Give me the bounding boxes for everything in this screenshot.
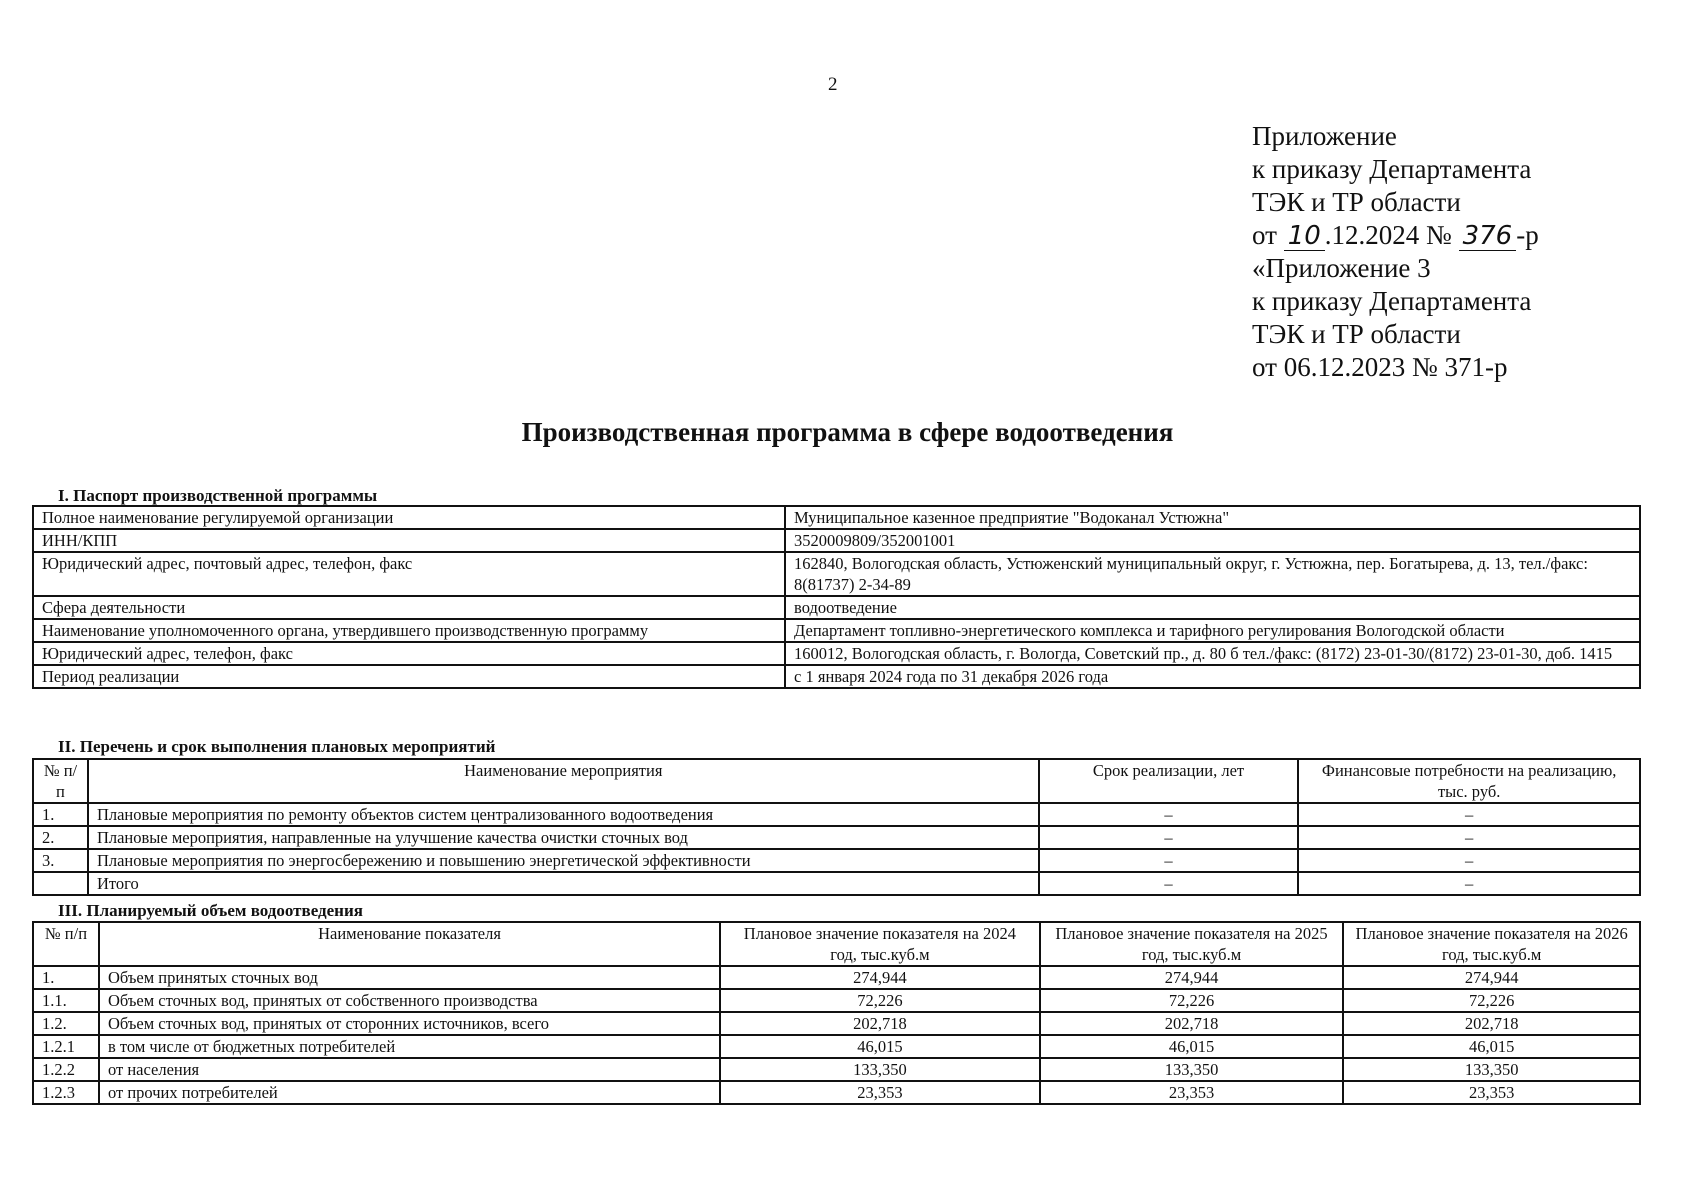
col-header-name: Наименование мероприятия	[88, 759, 1039, 803]
row-label: ИНН/КПП	[33, 529, 785, 552]
header-line: «Приложение 3	[1252, 253, 1431, 283]
table-row	[33, 849, 1640, 872]
date-prefix: от	[1252, 220, 1284, 250]
header-line: Приложение	[1252, 121, 1397, 151]
table-header-row	[33, 922, 1640, 966]
row-value: Департамент топливно-энергетического комплекса и тарифного регулирования Вологодской области	[785, 619, 1640, 642]
col-header-finance: Финансовые потребности на реализацию, тыс. руб.	[1298, 759, 1640, 803]
table-row	[33, 506, 1640, 529]
cell-2025: 72,226	[1040, 989, 1344, 1012]
cell-num: 3.	[33, 849, 88, 872]
cell-name: в том числе от бюджетных потребителей	[99, 1035, 720, 1058]
header-line: к приказу Департамента	[1252, 286, 1532, 316]
table-row	[33, 989, 1640, 1012]
cell-num: 1.2.1	[33, 1035, 99, 1058]
row-label: Юридический адрес, телефон, факс	[33, 642, 785, 665]
cell-finance: –	[1298, 826, 1640, 849]
table-row	[33, 596, 1640, 619]
page-number: 2	[828, 74, 838, 95]
cell-num: 1.1.	[33, 989, 99, 1012]
cell-name: Плановые мероприятия по энергосбережению и повышению энергетической эффективности	[88, 849, 1039, 872]
col-header-num: № п/п	[33, 922, 99, 966]
cell-name: Объем принятых сточных вод	[99, 966, 720, 989]
table-row	[33, 552, 1640, 596]
passport-table	[32, 505, 1641, 689]
row-value: с 1 января 2024 года по 31 декабря 2026 года	[785, 665, 1640, 688]
table-row	[33, 529, 1640, 552]
handwritten-number: 376	[1459, 222, 1517, 251]
cell-name: Итого	[88, 872, 1039, 895]
cell-term: –	[1039, 849, 1299, 872]
cell-name: от прочих потребителей	[99, 1081, 720, 1104]
cell-name: Плановые мероприятия, направленные на улучшение качества очистки сточных вод	[88, 826, 1039, 849]
cell-finance: –	[1298, 849, 1640, 872]
cell-2026: 46,015	[1343, 1035, 1640, 1058]
cell-term: –	[1039, 826, 1299, 849]
table-row	[33, 966, 1640, 989]
cell-2025: 274,944	[1040, 966, 1344, 989]
cell-2026: 133,350	[1343, 1058, 1640, 1081]
cell-num: 2.	[33, 826, 88, 849]
table-row	[33, 1035, 1640, 1058]
approval-header	[1252, 120, 1539, 384]
cell-2024: 72,226	[720, 989, 1040, 1012]
col-header-term: Срок реализации, лет	[1039, 759, 1299, 803]
row-label: Сфера деятельности	[33, 596, 785, 619]
row-value: 160012, Вологодская область, г. Вологда, Советский пр., д. 80 б тел./факс: (8172) 23-01-30/(8172) 23-01-30, доб. 1415	[785, 642, 1640, 665]
row-value: 162840, Вологодская область, Устюженский муниципальный округ, г. Устюжна, пер. Богатырева, д. 13, тел./факс: 8(81737) 2-34-89	[785, 552, 1640, 596]
date-middle: .12.2024 №	[1324, 220, 1459, 250]
table-row	[33, 642, 1640, 665]
col-header-2025: Плановое значение показателя на 2025 год, тыс.куб.м	[1040, 922, 1344, 966]
table-row	[33, 1081, 1640, 1104]
cell-num: 1.	[33, 966, 99, 989]
header-line: ТЭК и ТР области	[1252, 187, 1461, 217]
table-row	[33, 803, 1640, 826]
cell-term: –	[1039, 803, 1299, 826]
table-header-row	[33, 759, 1640, 803]
cell-2026: 23,353	[1343, 1081, 1640, 1104]
row-label: Полное наименование регулируемой организации	[33, 506, 785, 529]
col-header-2024: Плановое значение показателя на 2024 год, тыс.куб.м	[720, 922, 1040, 966]
cell-2025: 23,353	[1040, 1081, 1344, 1104]
col-header-2026: Плановое значение показателя на 2026 год, тыс.куб.м	[1343, 922, 1640, 966]
row-value: водоотведение	[785, 596, 1640, 619]
cell-2024: 46,015	[720, 1035, 1040, 1058]
table-row	[33, 826, 1640, 849]
cell-2025: 133,350	[1040, 1058, 1344, 1081]
cell-2024: 274,944	[720, 966, 1040, 989]
cell-num: 1.	[33, 803, 88, 826]
cell-num	[33, 872, 88, 895]
order-date-line	[1252, 219, 1539, 252]
col-header-num: № п/п	[33, 759, 88, 803]
cell-2026: 72,226	[1343, 989, 1640, 1012]
header-line: к приказу Департамента	[1252, 154, 1532, 184]
row-label: Период реализации	[33, 665, 785, 688]
col-header-name: Наименование показателя	[99, 922, 720, 966]
header-line: ТЭК и ТР области	[1252, 319, 1461, 349]
document-title: Производственная программа в сфере водоотведения	[521, 417, 1174, 447]
table-row	[33, 872, 1640, 895]
cell-term: –	[1039, 872, 1299, 895]
row-label: Наименование уполномоченного органа, утвердившего производственную программу	[33, 619, 785, 642]
cell-name: Объем сточных вод, принятых от сторонних источников, всего	[99, 1012, 720, 1035]
cell-num: 1.2.2	[33, 1058, 99, 1081]
section-1-title: I. Паспорт производственной программы	[58, 486, 378, 505]
cell-2026: 202,718	[1343, 1012, 1640, 1035]
section-2-title: II. Перечень и срок выполнения плановых мероприятий	[58, 737, 496, 756]
cell-2025: 202,718	[1040, 1012, 1344, 1035]
cell-2024: 23,353	[720, 1081, 1040, 1104]
cell-2024: 202,718	[720, 1012, 1040, 1035]
table-row	[33, 619, 1640, 642]
row-value: Муниципальное казенное предприятие "Водоканал Устюжна"	[785, 506, 1640, 529]
table-row	[33, 1058, 1640, 1081]
row-label: Юридический адрес, почтовый адрес, телефон, факс	[33, 552, 785, 596]
cell-2025: 46,015	[1040, 1035, 1344, 1058]
cell-2026: 274,944	[1343, 966, 1640, 989]
cell-num: 1.2.	[33, 1012, 99, 1035]
handwritten-day: 10	[1284, 222, 1325, 251]
table-row	[33, 1012, 1640, 1035]
volume-table	[32, 921, 1641, 1105]
cell-name: Объем сточных вод, принятых от собственного производства	[99, 989, 720, 1012]
date-suffix: -р	[1516, 220, 1539, 250]
cell-finance: –	[1298, 872, 1640, 895]
header-line: от 06.12.2023 № 371-р	[1252, 352, 1508, 382]
cell-name: от населения	[99, 1058, 720, 1081]
cell-2024: 133,350	[720, 1058, 1040, 1081]
measures-table	[32, 758, 1641, 896]
table-row	[33, 665, 1640, 688]
cell-num: 1.2.3	[33, 1081, 99, 1104]
section-3-title: III. Планируемый объем водоотведения	[58, 901, 363, 920]
cell-finance: –	[1298, 803, 1640, 826]
row-value: 3520009809/352001001	[785, 529, 1640, 552]
cell-name: Плановые мероприятия по ремонту объектов систем централизованного водоотведения	[88, 803, 1039, 826]
